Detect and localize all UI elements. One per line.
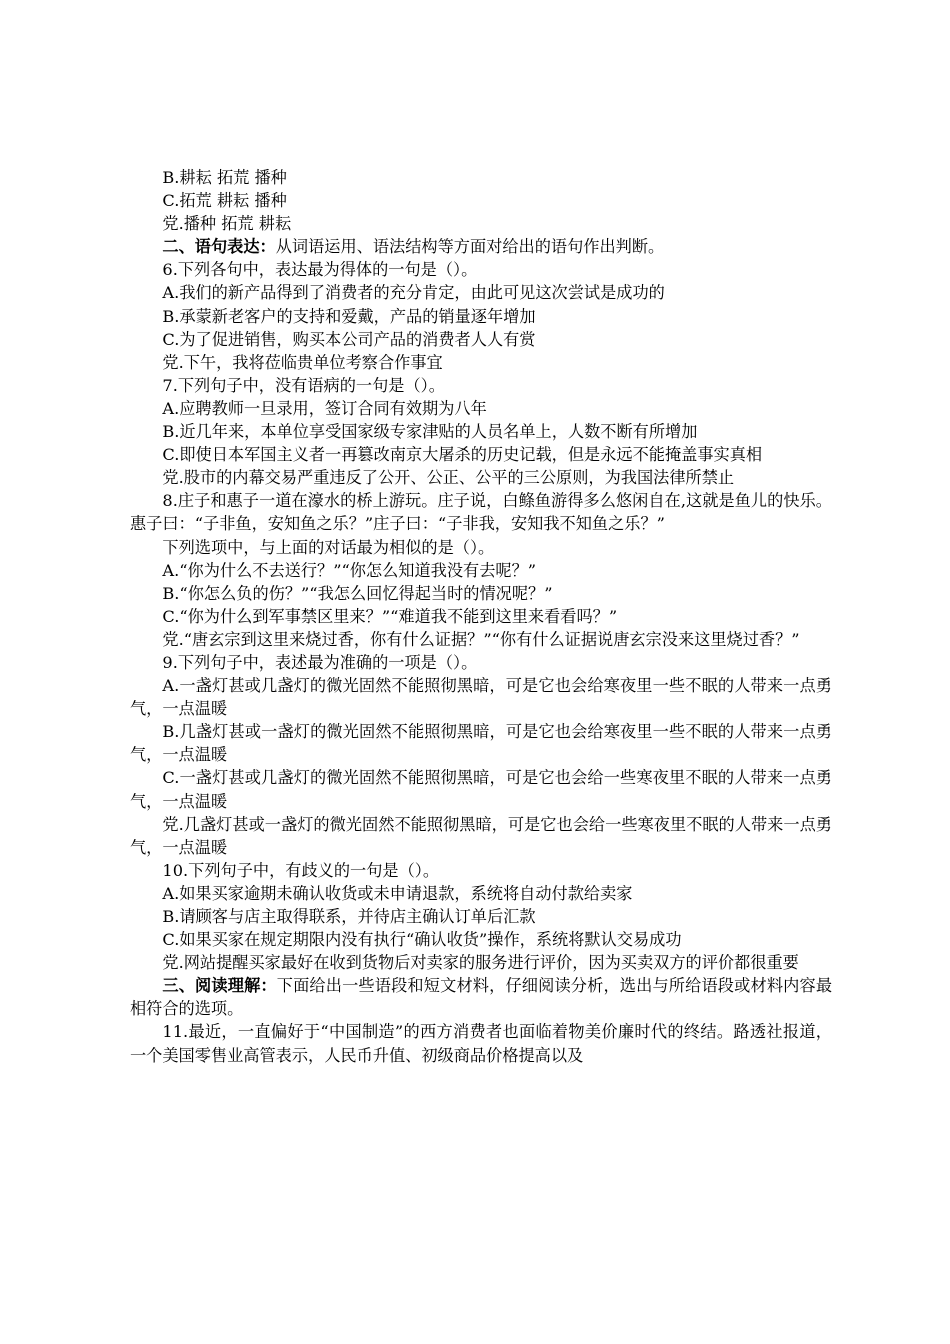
- section-title: 三、阅读理解：: [162, 976, 277, 996]
- question: 11.最近，一直偏好于“中国制造”的西方消费者也面临着物美价廉时代的终结。路透社报道，一个美国零售业高管表示，人民币升值、初级商品价格提高以及: [130, 1022, 832, 1065]
- question: 10.下列句子中，有歧义的一句是（）。: [162, 860, 440, 880]
- text-line: B.耕耘 拓荒 播种: [162, 168, 287, 187]
- text-line: 党.播种 拓荒 耕耘: [162, 214, 292, 234]
- text-line: C.拓荒 耕耘 播种: [162, 191, 287, 211]
- section-heading: 二、语句表达：从词语运用、语法结构等方面对给出的语句作出判断。: [162, 237, 665, 257]
- section-title: 二、语句表达：: [162, 237, 276, 257]
- option: B.承蒙新老客户的支持和爱戴，产品的销量逐年增加: [162, 306, 536, 326]
- option: A.我们的新产品得到了消费者的充分肯定，由此可见这次尝试是成功的: [162, 283, 665, 303]
- question: 6.下列各句中，表达最为得体的一句是（）。: [162, 260, 478, 280]
- option: 党.几盏灯甚或一盏灯的微光固然不能照彻黑暗，可是它也会给一些寒夜里不眠的人带来一点勇气，一点温暖: [130, 814, 832, 857]
- question: 8.庄子和惠子一道在濠水的桥上游玩。庄子说，白鲦鱼游得多么悠闲自在,这就是鱼儿的快乐。惠子曰：“子非鱼，安知鱼之乐？”庄子曰：“子非我，安知我不知鱼之乐？”: [130, 491, 832, 534]
- option: C.如果买家在规定期限内没有执行“确认收货”操作，系统将默认交易成功: [162, 930, 682, 950]
- question: 7.下列句子中，没有语病的一句是（）。: [162, 375, 445, 395]
- question-prompt: 下列选项中，与上面的对话最为相似的是（）。: [162, 537, 495, 557]
- section-heading: 三、阅读理解：下面给出一些语段和短文材料，仔细阅读分析，选出与所给语段或材料内容最相符合的选项。: [130, 976, 833, 1019]
- option: 党.股市的内幕交易严重违反了公开、公正、公平的三公原则，为我国法律所禁止: [162, 468, 735, 488]
- option: 党.网站提醒买家最好在收到货物后对卖家的服务进行评价，因为买卖双方的评价都很重要: [162, 953, 799, 973]
- option: B.近几年来，本单位享受国家级专家津贴的人员名单上，人数不断有所增加: [162, 422, 698, 442]
- option: A.应聘教师一旦录用，签订合同有效期为八年: [162, 398, 487, 418]
- option: C.“你为什么到军事禁区里来？”“难道我不能到这里来看看吗？”: [162, 606, 618, 626]
- option: A.一盏灯甚或几盏灯的微光固然不能照彻黑暗，可是它也会给寒夜里一些不眠的人带来一点勇气，一点温暖: [130, 676, 832, 719]
- option: C.即使日本军国主义者一再篡改南京大屠杀的历史记载，但是永远不能掩盖事实真相: [162, 445, 763, 465]
- document-body: [130, 166, 832, 1067]
- option: C.一盏灯甚或几盏灯的微光固然不能照彻黑暗，可是它也会给一些寒夜里不眠的人带来一点勇气，一点温暖: [130, 768, 832, 811]
- option: A.如果买家逾期未确认收货或未申请退款，系统将自动付款给卖家: [162, 883, 633, 903]
- option: C.为了促进销售，购买本公司产品的消费者人人有赏: [162, 329, 536, 349]
- option: 党.“唐玄宗到这里来烧过香，你有什么证据？”“你有什么证据说唐玄宗没来这里烧过香？”: [162, 629, 800, 649]
- option: A.“你为什么不去送行？”“你怎么知道我没有去呢？”: [162, 560, 537, 580]
- option: B.请顾客与店主取得联系，并待店主确认订单后汇款: [162, 907, 536, 926]
- question: 9.下列句子中，表述最为准确的一项是（）。: [162, 652, 478, 672]
- option: 党.下午，我将莅临贵单位考察合作事宜: [162, 352, 443, 372]
- option: B.“你怎么负的伤？”“我怎么回忆得起当时的情况呢？”: [162, 583, 553, 603]
- option: B.几盏灯甚或一盏灯的微光固然不能照彻黑暗，可是它也会给寒夜里一些不眠的人带来一点勇气，一点温暖: [130, 722, 832, 765]
